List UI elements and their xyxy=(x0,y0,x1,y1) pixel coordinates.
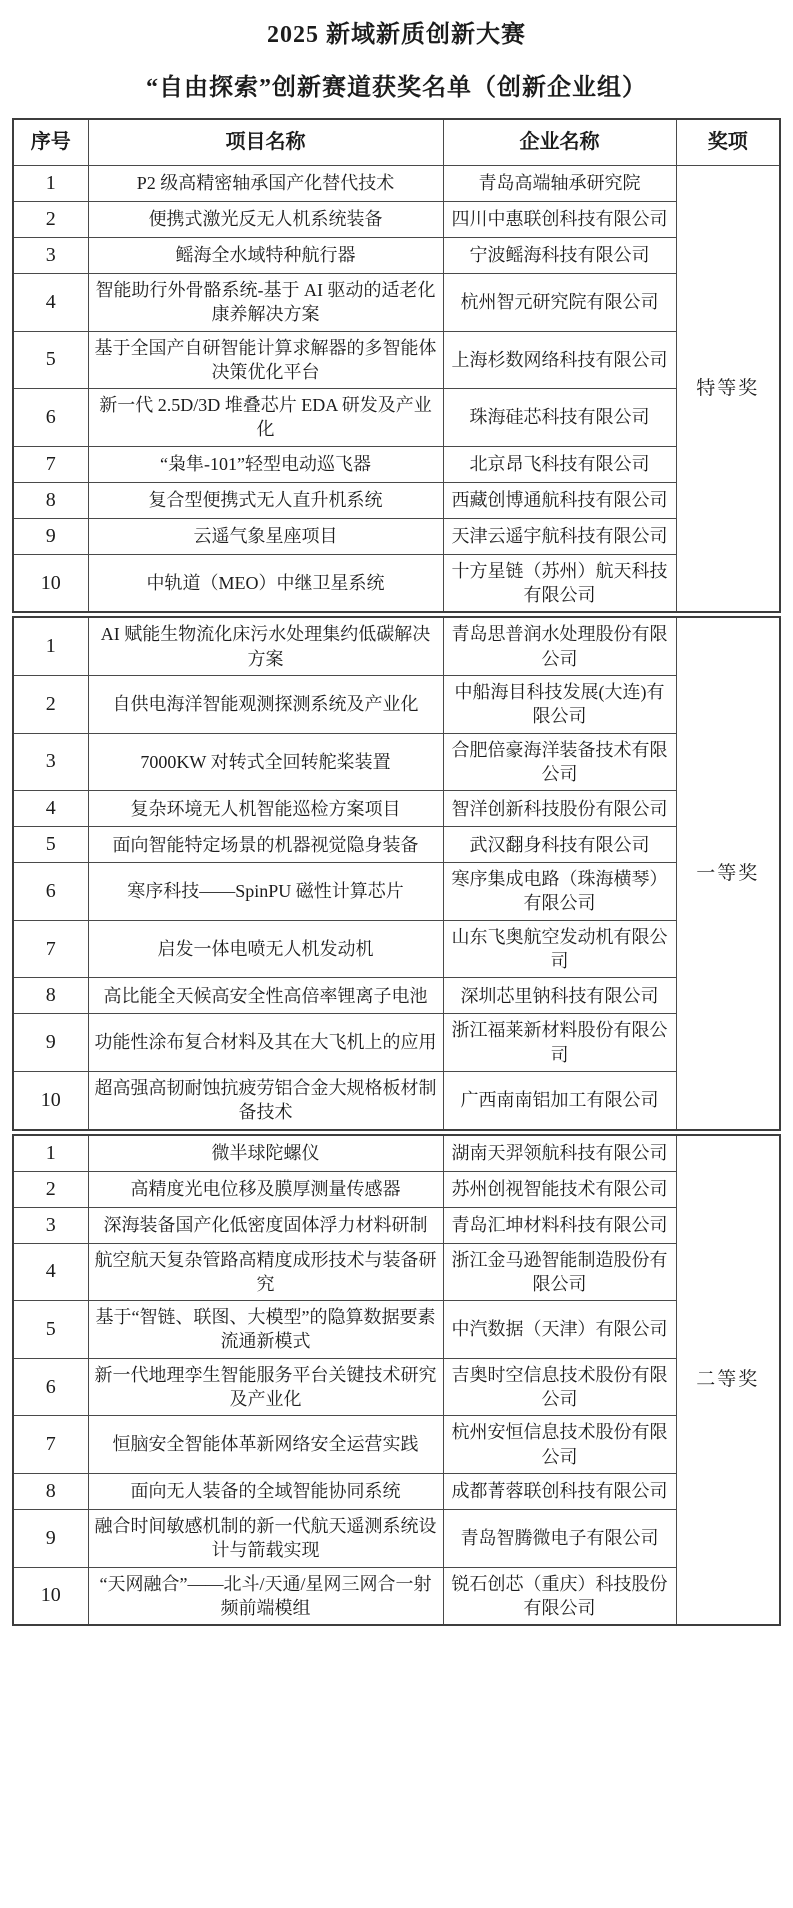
column-header-project: 项目名称 xyxy=(88,119,443,166)
row-number: 10 xyxy=(13,1071,88,1129)
table-row xyxy=(13,1207,780,1243)
company-name: 西藏创博通航科技有限公司 xyxy=(443,482,676,518)
project-name: 深海装备国产化低密度固体浮力材料研制 xyxy=(88,1207,443,1243)
table-row xyxy=(13,791,780,827)
company-name: 深圳芯里钠科技有限公司 xyxy=(443,978,676,1014)
table-row xyxy=(13,733,780,791)
project-name: 面向智能特定场景的机器视觉隐身装备 xyxy=(88,827,443,863)
company-name: 山东飞奥航空发动机有限公司 xyxy=(443,920,676,978)
table-row xyxy=(13,1243,780,1301)
table-row xyxy=(13,274,780,332)
company-name: 武汉翻身科技有限公司 xyxy=(443,827,676,863)
row-number: 4 xyxy=(13,1243,88,1301)
row-number: 5 xyxy=(13,1301,88,1359)
awards-table-second-prize xyxy=(12,1134,781,1627)
row-number: 6 xyxy=(13,389,88,447)
row-number: 7 xyxy=(13,1416,88,1474)
project-name: 复合型便携式无人直升机系统 xyxy=(88,482,443,518)
awards-table-first-prize xyxy=(12,616,781,1130)
company-name: 珠海硅芯科技有限公司 xyxy=(443,389,676,447)
award-tier-label: 一等奖 xyxy=(676,617,780,1129)
row-number: 2 xyxy=(13,202,88,238)
company-name: 青岛思普润水处理股份有限公司 xyxy=(443,617,676,675)
row-number: 2 xyxy=(13,675,88,733)
row-number: 5 xyxy=(13,331,88,389)
company-name: 天津云遥宇航科技有限公司 xyxy=(443,518,676,554)
project-name: AI 赋能生物流化床污水处理集约低碳解决方案 xyxy=(88,617,443,675)
row-number: 7 xyxy=(13,446,88,482)
row-number: 5 xyxy=(13,827,88,863)
row-number: 9 xyxy=(13,1509,88,1567)
row-number: 10 xyxy=(13,1567,88,1625)
row-number: 1 xyxy=(13,617,88,675)
table-row xyxy=(13,617,780,675)
project-name: 基于“智链、联图、大模型”的隐算数据要素流通新模式 xyxy=(88,1301,443,1359)
company-name: 青岛高端轴承研究院 xyxy=(443,166,676,202)
table-row xyxy=(13,920,780,978)
table-row xyxy=(13,331,780,389)
company-name: 寒序集成电路（珠海横琴）有限公司 xyxy=(443,863,676,921)
company-name: 浙江福莱新材料股份有限公司 xyxy=(443,1014,676,1072)
row-number: 7 xyxy=(13,920,88,978)
row-number: 6 xyxy=(13,1358,88,1416)
row-number: 2 xyxy=(13,1171,88,1207)
row-number: 4 xyxy=(13,274,88,332)
project-name: 面向无人装备的全域智能协同系统 xyxy=(88,1473,443,1509)
company-name: 苏州创视智能技术有限公司 xyxy=(443,1171,676,1207)
award-tier-label: 特等奖 xyxy=(676,166,780,613)
table-row xyxy=(13,1014,780,1072)
project-name: 高精度光电位移及膜厚测量传感器 xyxy=(88,1171,443,1207)
row-number: 1 xyxy=(13,1135,88,1172)
table-row xyxy=(13,1071,780,1129)
company-name: 上海杉数网络科技有限公司 xyxy=(443,331,676,389)
table-row xyxy=(13,446,780,482)
company-name: 中汽数据（天津）有限公司 xyxy=(443,1301,676,1359)
company-name: 锐石创芯（重庆）科技股份有限公司 xyxy=(443,1567,676,1625)
project-name: 鳐海全水域特种航行器 xyxy=(88,238,443,274)
table-row xyxy=(13,166,780,202)
company-name: 成都菁蓉联创科技有限公司 xyxy=(443,1473,676,1509)
company-name: 吉奥时空信息技术股份有限公司 xyxy=(443,1358,676,1416)
company-name: 杭州智元研究院有限公司 xyxy=(443,274,676,332)
award-tier-label: 二等奖 xyxy=(676,1135,780,1626)
table-row xyxy=(13,978,780,1014)
column-header-award: 奖项 xyxy=(676,119,780,166)
company-name: 合肥倍豪海洋装备技术有限公司 xyxy=(443,733,676,791)
page-title: 2025 新域新质创新大赛 xyxy=(267,22,526,48)
row-number: 8 xyxy=(13,1473,88,1509)
project-name: 融合时间敏感机制的新一代航天遥测系统设计与箭载实现 xyxy=(88,1509,443,1567)
row-number: 3 xyxy=(13,1207,88,1243)
table-row xyxy=(13,675,780,733)
column-header-seq: 序号 xyxy=(13,119,88,166)
row-number: 3 xyxy=(13,733,88,791)
project-name: 启发一体电喷无人机发动机 xyxy=(88,920,443,978)
table-row xyxy=(13,202,780,238)
project-name: 中轨道（MEO）中继卫星系统 xyxy=(88,554,443,612)
row-number: 9 xyxy=(13,1014,88,1072)
page-subtitle: “自由探索”创新赛道获奖名单（创新企业组） xyxy=(146,75,647,101)
award-section-special xyxy=(13,166,780,613)
table-row xyxy=(13,389,780,447)
company-name: 青岛智腾微电子有限公司 xyxy=(443,1509,676,1567)
table-row xyxy=(13,1301,780,1359)
project-name: “枭隼-101”轻型电动巡飞器 xyxy=(88,446,443,482)
project-name: 超高强高韧耐蚀抗疲劳铝合金大规格板材制备技术 xyxy=(88,1071,443,1129)
project-name: 微半球陀螺仪 xyxy=(88,1135,443,1172)
company-name: 浙江金马逊智能制造股份有限公司 xyxy=(443,1243,676,1301)
row-number: 8 xyxy=(13,978,88,1014)
company-name: 青岛汇坤材料科技有限公司 xyxy=(443,1207,676,1243)
project-name: 基于全国产自研智能计算求解器的多智能体决策优化平台 xyxy=(88,331,443,389)
project-name: 新一代 2.5D/3D 堆叠芯片 EDA 研发及产业化 xyxy=(88,389,443,447)
table-row xyxy=(13,518,780,554)
project-name: 航空航天复杂管路高精度成形技术与装备研究 xyxy=(88,1243,443,1301)
project-name: 寒序科技——SpinPU 磁性计算芯片 xyxy=(88,863,443,921)
award-section-first xyxy=(13,617,780,1129)
company-name: 十方星链（苏州）航天科技有限公司 xyxy=(443,554,676,612)
row-number: 10 xyxy=(13,554,88,612)
project-name: 恒脑安全智能体革新网络安全运营实践 xyxy=(88,1416,443,1474)
row-number: 1 xyxy=(13,166,88,202)
table-row xyxy=(13,482,780,518)
company-name: 宁波鳐海科技有限公司 xyxy=(443,238,676,274)
company-name: 智洋创新科技股份有限公司 xyxy=(443,791,676,827)
project-name: 自供电海洋智能观测探测系统及产业化 xyxy=(88,675,443,733)
project-name: 便携式激光反无人机系统装备 xyxy=(88,202,443,238)
project-name: 高比能全天候高安全性高倍率锂离子电池 xyxy=(88,978,443,1014)
table-row xyxy=(13,554,780,612)
project-name: 智能助行外骨骼系统-基于 AI 驱动的适老化康养解决方案 xyxy=(88,274,443,332)
project-name: 云遥气象星座项目 xyxy=(88,518,443,554)
table-row xyxy=(13,1171,780,1207)
project-name: 功能性涂布复合材料及其在大飞机上的应用 xyxy=(88,1014,443,1072)
table-row xyxy=(13,238,780,274)
project-name: P2 级高精密轴承国产化替代技术 xyxy=(88,166,443,202)
table-row xyxy=(13,1509,780,1567)
table-row xyxy=(13,1567,780,1625)
table-row xyxy=(13,1416,780,1474)
table-row xyxy=(13,827,780,863)
awards-table xyxy=(12,118,781,613)
table-row xyxy=(13,1135,780,1172)
project-name: “天网融合”——北斗/天通/星网三网合一射频前端模组 xyxy=(88,1567,443,1625)
project-name: 7000KW 对转式全回转舵桨装置 xyxy=(88,733,443,791)
company-name: 广西南南铝加工有限公司 xyxy=(443,1071,676,1129)
row-number: 9 xyxy=(13,518,88,554)
table-row xyxy=(13,1473,780,1509)
project-name: 复杂环境无人机智能巡检方案项目 xyxy=(88,791,443,827)
table-row xyxy=(13,863,780,921)
row-number: 8 xyxy=(13,482,88,518)
award-section-second xyxy=(13,1135,780,1626)
table-row xyxy=(13,1358,780,1416)
project-name: 新一代地理孪生智能服务平台关键技术研究及产业化 xyxy=(88,1358,443,1416)
row-number: 4 xyxy=(13,791,88,827)
company-name: 中船海目科技发展(大连)有限公司 xyxy=(443,675,676,733)
row-number: 6 xyxy=(13,863,88,921)
table-header-row xyxy=(13,119,780,166)
row-number: 3 xyxy=(13,238,88,274)
company-name: 杭州安恒信息技术股份有限公司 xyxy=(443,1416,676,1474)
company-name: 四川中惠联创科技有限公司 xyxy=(443,202,676,238)
company-name: 湖南天羿领航科技有限公司 xyxy=(443,1135,676,1172)
company-name: 北京昂飞科技有限公司 xyxy=(443,446,676,482)
column-header-company: 企业名称 xyxy=(443,119,676,166)
